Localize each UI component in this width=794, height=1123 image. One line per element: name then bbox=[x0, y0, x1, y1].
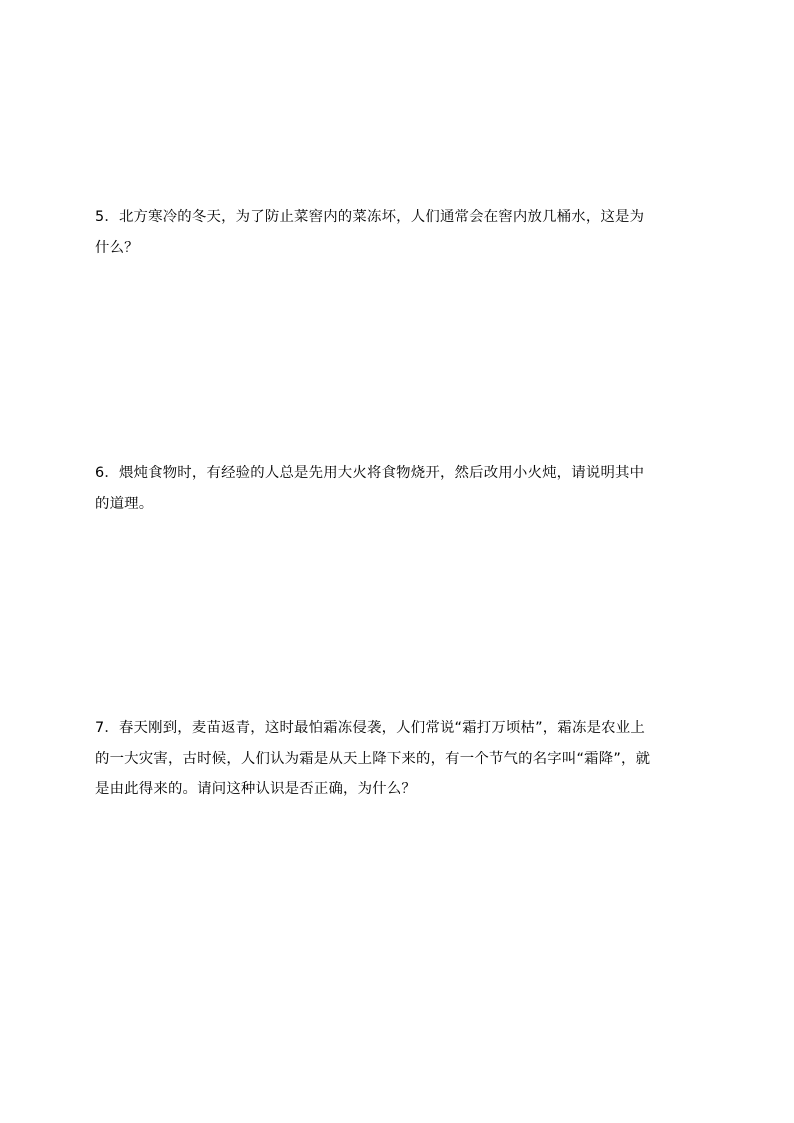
question-6-line-2: 的道理。 bbox=[95, 495, 154, 512]
question-5-line-1: 5．北方寒冷的冬天，为了防止菜窖内的菜冻坏，人们通常会在窖内放几桶水，这是为 bbox=[95, 209, 645, 225]
question-7-line-2: 的一大灾害，古时候，人们认为霜是从天上降下来的，有一个节气的名字叫“霜降”，就 bbox=[95, 750, 651, 767]
question-7 bbox=[95, 713, 699, 805]
question-5-line-2: 什么？ bbox=[95, 239, 139, 256]
question-7-line-3: 是由此得来的。请问这种认识是否正确，为什么？ bbox=[95, 781, 416, 797]
question-7-line-1: 7．春天刚到，麦苗返青，这时最怕霜冻侵袭，人们常说“霜打万顷枯”，霜冻是农业上 bbox=[95, 720, 645, 736]
question-5 bbox=[95, 202, 699, 263]
question-6-line-1: 6．煨炖食物时，有经验的人总是先用大火将食物烧开，然后改用小火炖，请说明其中 bbox=[95, 465, 645, 481]
question-6 bbox=[95, 458, 699, 519]
